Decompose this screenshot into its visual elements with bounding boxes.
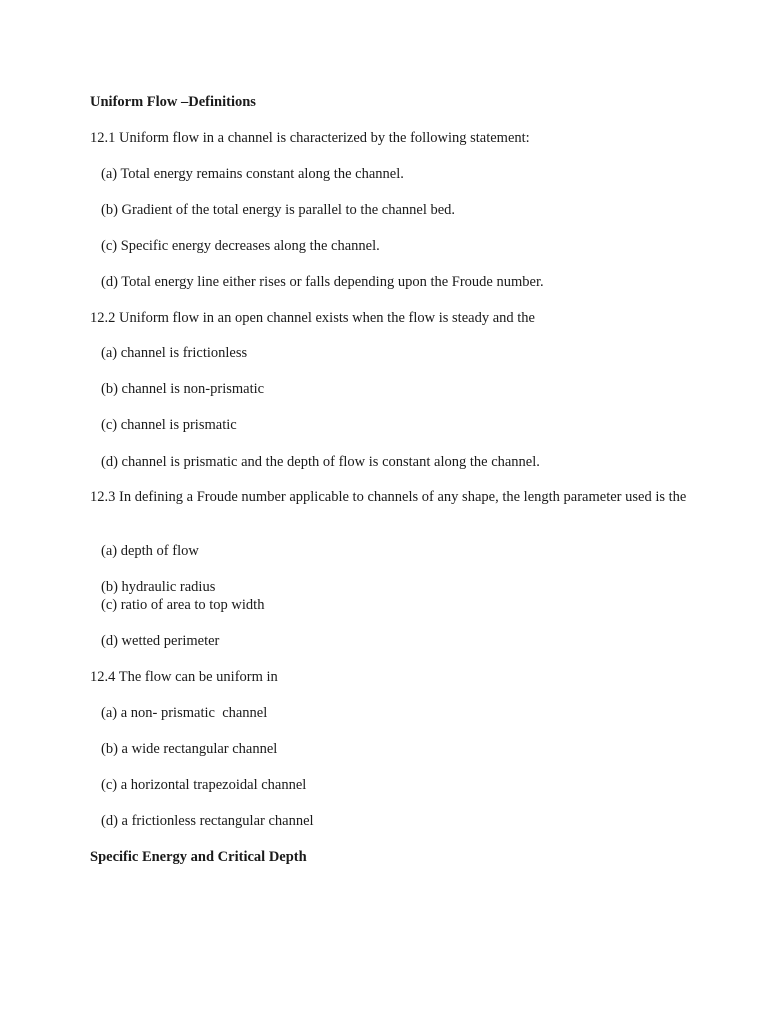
question-12-2-option-b: (b) channel is non-prismatic <box>101 381 265 397</box>
question-12-1: 12.1 Uniform flow in a channel is characterized by the following statement: <box>90 130 530 146</box>
question-12-2: 12.2 Uniform flow in an open channel exists when the flow is steady and the <box>90 310 535 326</box>
question-12-2-option-d: (d) channel is prismatic and the depth of flow is constant along the channel. <box>101 454 540 470</box>
question-12-3-option-d: (d) wetted perimeter <box>101 633 220 649</box>
question-12-3-option-b: (b) hydraulic radius <box>101 579 216 595</box>
question-12-4-option-c: (c) a horizontal trapezoidal channel <box>101 777 307 793</box>
question-12-3-option-a: (a) depth of flow <box>101 543 199 559</box>
question-12-2-option-a: (a) channel is frictionless <box>101 345 248 361</box>
question-12-2-option-c: (c) channel is prismatic <box>101 417 237 433</box>
question-12-1-option-d: (d) Total energy line either rises or falls depending upon the Froude number. <box>101 274 544 290</box>
question-12-4-option-a: (a) a non- prismatic channel <box>101 705 268 721</box>
section-heading-uniform-flow: Uniform Flow –Definitions <box>90 94 256 110</box>
question-12-3-option-c: (c) ratio of area to top width <box>101 597 265 613</box>
section-heading-specific-energy: Specific Energy and Critical Depth <box>90 849 307 865</box>
question-12-4: 12.4 The flow can be uniform in <box>90 669 278 685</box>
question-12-4-option-d: (d) a frictionless rectangular channel <box>101 813 314 829</box>
question-12-1-option-a: (a) Total energy remains constant along the channel. <box>101 166 404 182</box>
question-12-1-option-c: (c) Specific energy decreases along the channel. <box>101 238 380 254</box>
question-12-4-option-b: (b) a wide rectangular channel <box>101 741 278 757</box>
question-12-1-option-b: (b) Gradient of the total energy is parallel to the channel bed. <box>101 202 456 218</box>
question-12-3: 12.3 In defining a Froude number applicable to channels of any shape, the length parameter used is the <box>90 489 687 505</box>
